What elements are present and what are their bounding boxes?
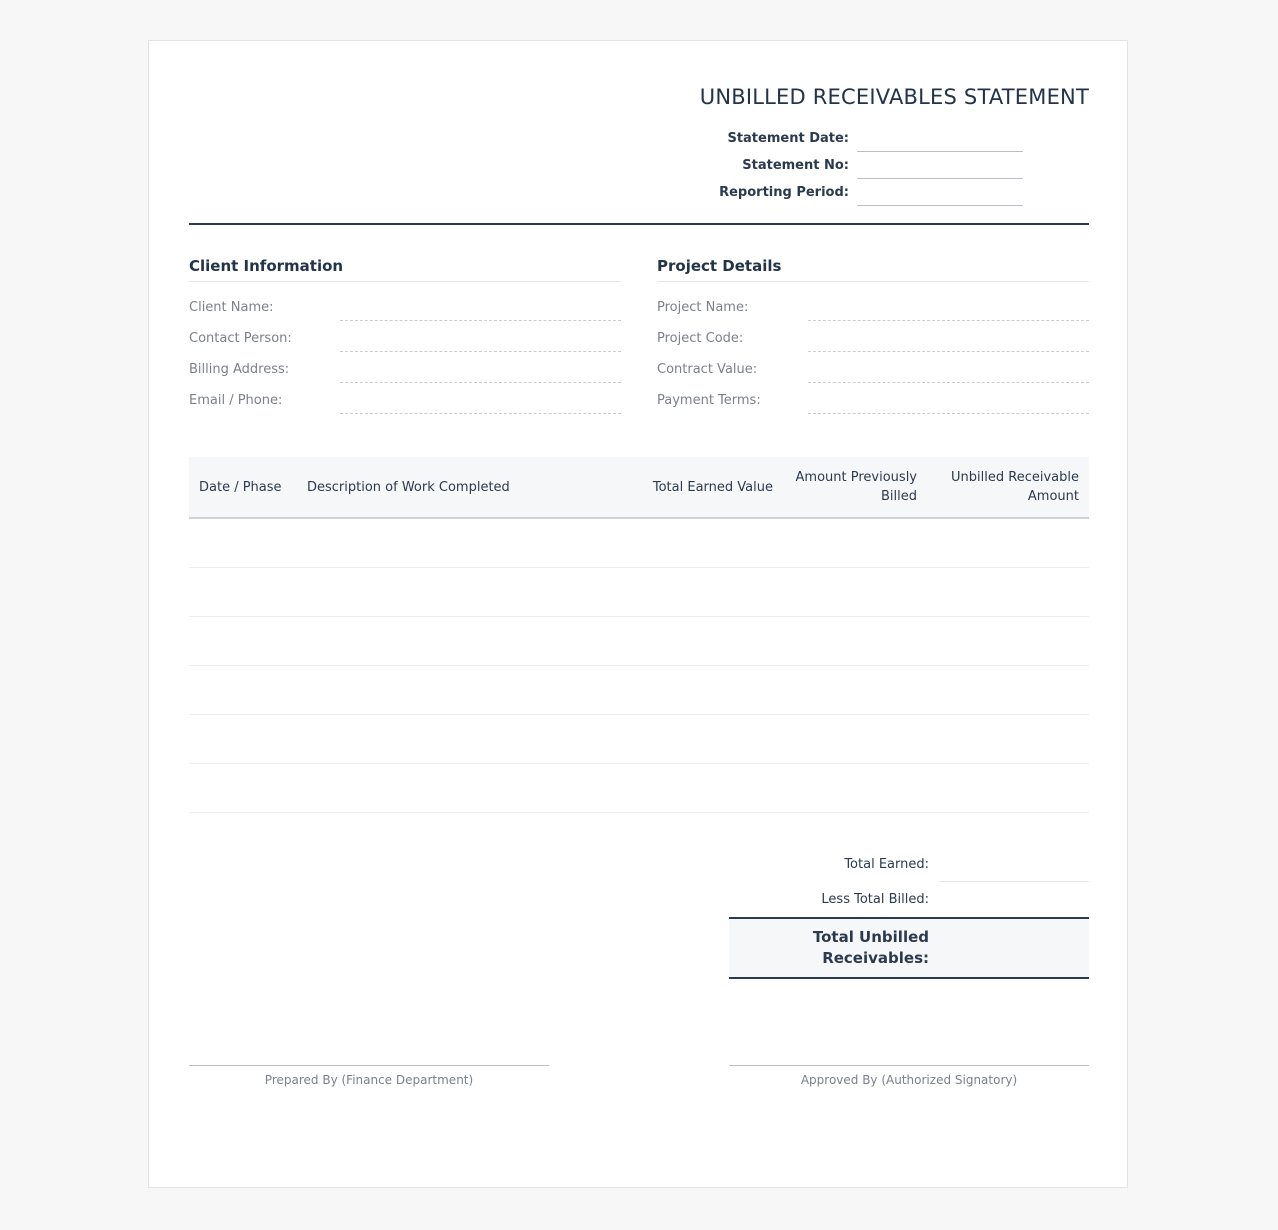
email-phone-label: Email / Phone: bbox=[189, 393, 283, 408]
cell-unbilled-amount[interactable] bbox=[927, 665, 1089, 714]
statement-title: UNBILLED RECEIVABLES STATEMENT bbox=[699, 85, 1089, 109]
cell-date-phase[interactable] bbox=[189, 714, 297, 763]
total-earned-label: Total Earned: bbox=[844, 857, 929, 872]
cell-description[interactable] bbox=[297, 763, 637, 812]
cell-date-phase[interactable] bbox=[189, 518, 297, 567]
email-phone-field[interactable] bbox=[340, 393, 621, 414]
cell-unbilled-amount[interactable] bbox=[927, 518, 1089, 567]
totals-summary bbox=[729, 847, 1089, 979]
cell-previously-billed[interactable] bbox=[783, 763, 927, 812]
approved-by-signature[interactable] bbox=[729, 1065, 1089, 1087]
cell-unbilled-amount[interactable] bbox=[927, 567, 1089, 616]
cell-description[interactable] bbox=[297, 518, 637, 567]
total-earned-value[interactable] bbox=[939, 847, 1089, 882]
cell-unbilled-amount[interactable] bbox=[927, 616, 1089, 665]
project-name-label: Project Name: bbox=[657, 300, 749, 315]
project-code-field[interactable] bbox=[808, 331, 1089, 352]
cell-previously-billed[interactable] bbox=[783, 616, 927, 665]
statement-date-label: Statement Date: bbox=[727, 131, 849, 146]
table-row bbox=[189, 665, 1089, 714]
approved-by-label: Approved By (Authorized Signatory) bbox=[800, 1073, 1018, 1087]
payment-terms-row bbox=[657, 383, 1089, 414]
cell-total-earned[interactable] bbox=[637, 567, 783, 616]
total-unbilled-row bbox=[729, 917, 1089, 979]
work-items-table bbox=[189, 457, 1089, 813]
header-description: Description of Work Completed bbox=[297, 457, 637, 518]
cell-description[interactable] bbox=[297, 665, 637, 714]
table-row bbox=[189, 518, 1089, 567]
statement-meta bbox=[679, 125, 1023, 206]
billing-address-label: Billing Address: bbox=[189, 362, 290, 377]
table-row bbox=[189, 763, 1089, 812]
statement-date-field[interactable] bbox=[857, 129, 1023, 152]
cell-previously-billed[interactable] bbox=[783, 518, 927, 567]
cell-unbilled-amount[interactable] bbox=[927, 763, 1089, 812]
cell-description[interactable] bbox=[297, 616, 637, 665]
client-information-heading: Client Information bbox=[189, 257, 621, 282]
contract-value-row bbox=[657, 352, 1089, 383]
table-row bbox=[189, 616, 1089, 665]
project-name-row bbox=[657, 290, 1089, 321]
cell-previously-billed[interactable] bbox=[783, 567, 927, 616]
cell-unbilled-amount[interactable] bbox=[927, 714, 1089, 763]
reporting-period-label: Reporting Period: bbox=[719, 185, 849, 200]
total-unbilled-label: Total Unbilled Receivables: bbox=[812, 928, 929, 967]
contact-person-row bbox=[189, 321, 621, 352]
reporting-period-row bbox=[679, 179, 1023, 206]
project-code-row bbox=[657, 321, 1089, 352]
header-total-earned-value: Total Earned Value bbox=[637, 457, 783, 518]
less-total-billed-value[interactable] bbox=[939, 882, 1089, 917]
table-row bbox=[189, 567, 1089, 616]
client-name-field[interactable] bbox=[340, 300, 621, 321]
statement-date-row bbox=[679, 125, 1023, 152]
email-phone-row bbox=[189, 383, 621, 414]
contract-value-label: Contract Value: bbox=[657, 362, 758, 377]
cell-total-earned[interactable] bbox=[637, 714, 783, 763]
contact-person-label: Contact Person: bbox=[189, 331, 292, 346]
reporting-period-field[interactable] bbox=[857, 183, 1023, 206]
total-earned-row bbox=[729, 847, 1089, 882]
statement-no-row bbox=[679, 152, 1023, 179]
cell-date-phase[interactable] bbox=[189, 665, 297, 714]
table-header-row bbox=[189, 457, 1089, 518]
cell-description[interactable] bbox=[297, 567, 637, 616]
cell-previously-billed[interactable] bbox=[783, 665, 927, 714]
cell-total-earned[interactable] bbox=[637, 616, 783, 665]
cell-total-earned[interactable] bbox=[637, 665, 783, 714]
cell-date-phase[interactable] bbox=[189, 763, 297, 812]
cell-total-earned[interactable] bbox=[637, 763, 783, 812]
contact-person-field[interactable] bbox=[340, 331, 621, 352]
project-name-field[interactable] bbox=[808, 300, 1089, 321]
client-information-section bbox=[189, 257, 621, 414]
project-code-label: Project Code: bbox=[657, 331, 744, 346]
less-total-billed-row bbox=[729, 882, 1089, 917]
statement-no-label: Statement No: bbox=[742, 158, 849, 173]
header-amount-previously-billed: Amount Previously Billed bbox=[783, 457, 927, 518]
less-total-billed-label: Less Total Billed: bbox=[821, 892, 929, 907]
project-details-section bbox=[657, 257, 1089, 414]
prepared-by-label: Prepared By (Finance Department) bbox=[264, 1073, 474, 1087]
billing-address-row bbox=[189, 352, 621, 383]
cell-previously-billed[interactable] bbox=[783, 714, 927, 763]
cell-description[interactable] bbox=[297, 714, 637, 763]
client-name-row bbox=[189, 290, 621, 321]
header-date-phase: Date / Phase bbox=[189, 457, 297, 518]
project-details-heading: Project Details bbox=[657, 257, 1089, 282]
table-row bbox=[189, 714, 1089, 763]
payment-terms-label: Payment Terms: bbox=[657, 393, 761, 408]
prepared-by-signature[interactable] bbox=[189, 1065, 549, 1087]
cell-date-phase[interactable] bbox=[189, 616, 297, 665]
cell-total-earned[interactable] bbox=[637, 518, 783, 567]
cell-date-phase[interactable] bbox=[189, 567, 297, 616]
statement-page bbox=[148, 40, 1128, 1188]
client-name-label: Client Name: bbox=[189, 300, 274, 315]
billing-address-field[interactable] bbox=[340, 362, 621, 383]
header-unbilled-receivable-amount: Unbilled Receivable Amount bbox=[927, 457, 1089, 518]
contract-value-field[interactable] bbox=[808, 362, 1089, 383]
statement-no-field[interactable] bbox=[857, 156, 1023, 179]
payment-terms-field[interactable] bbox=[808, 393, 1089, 414]
header-divider bbox=[189, 223, 1089, 225]
